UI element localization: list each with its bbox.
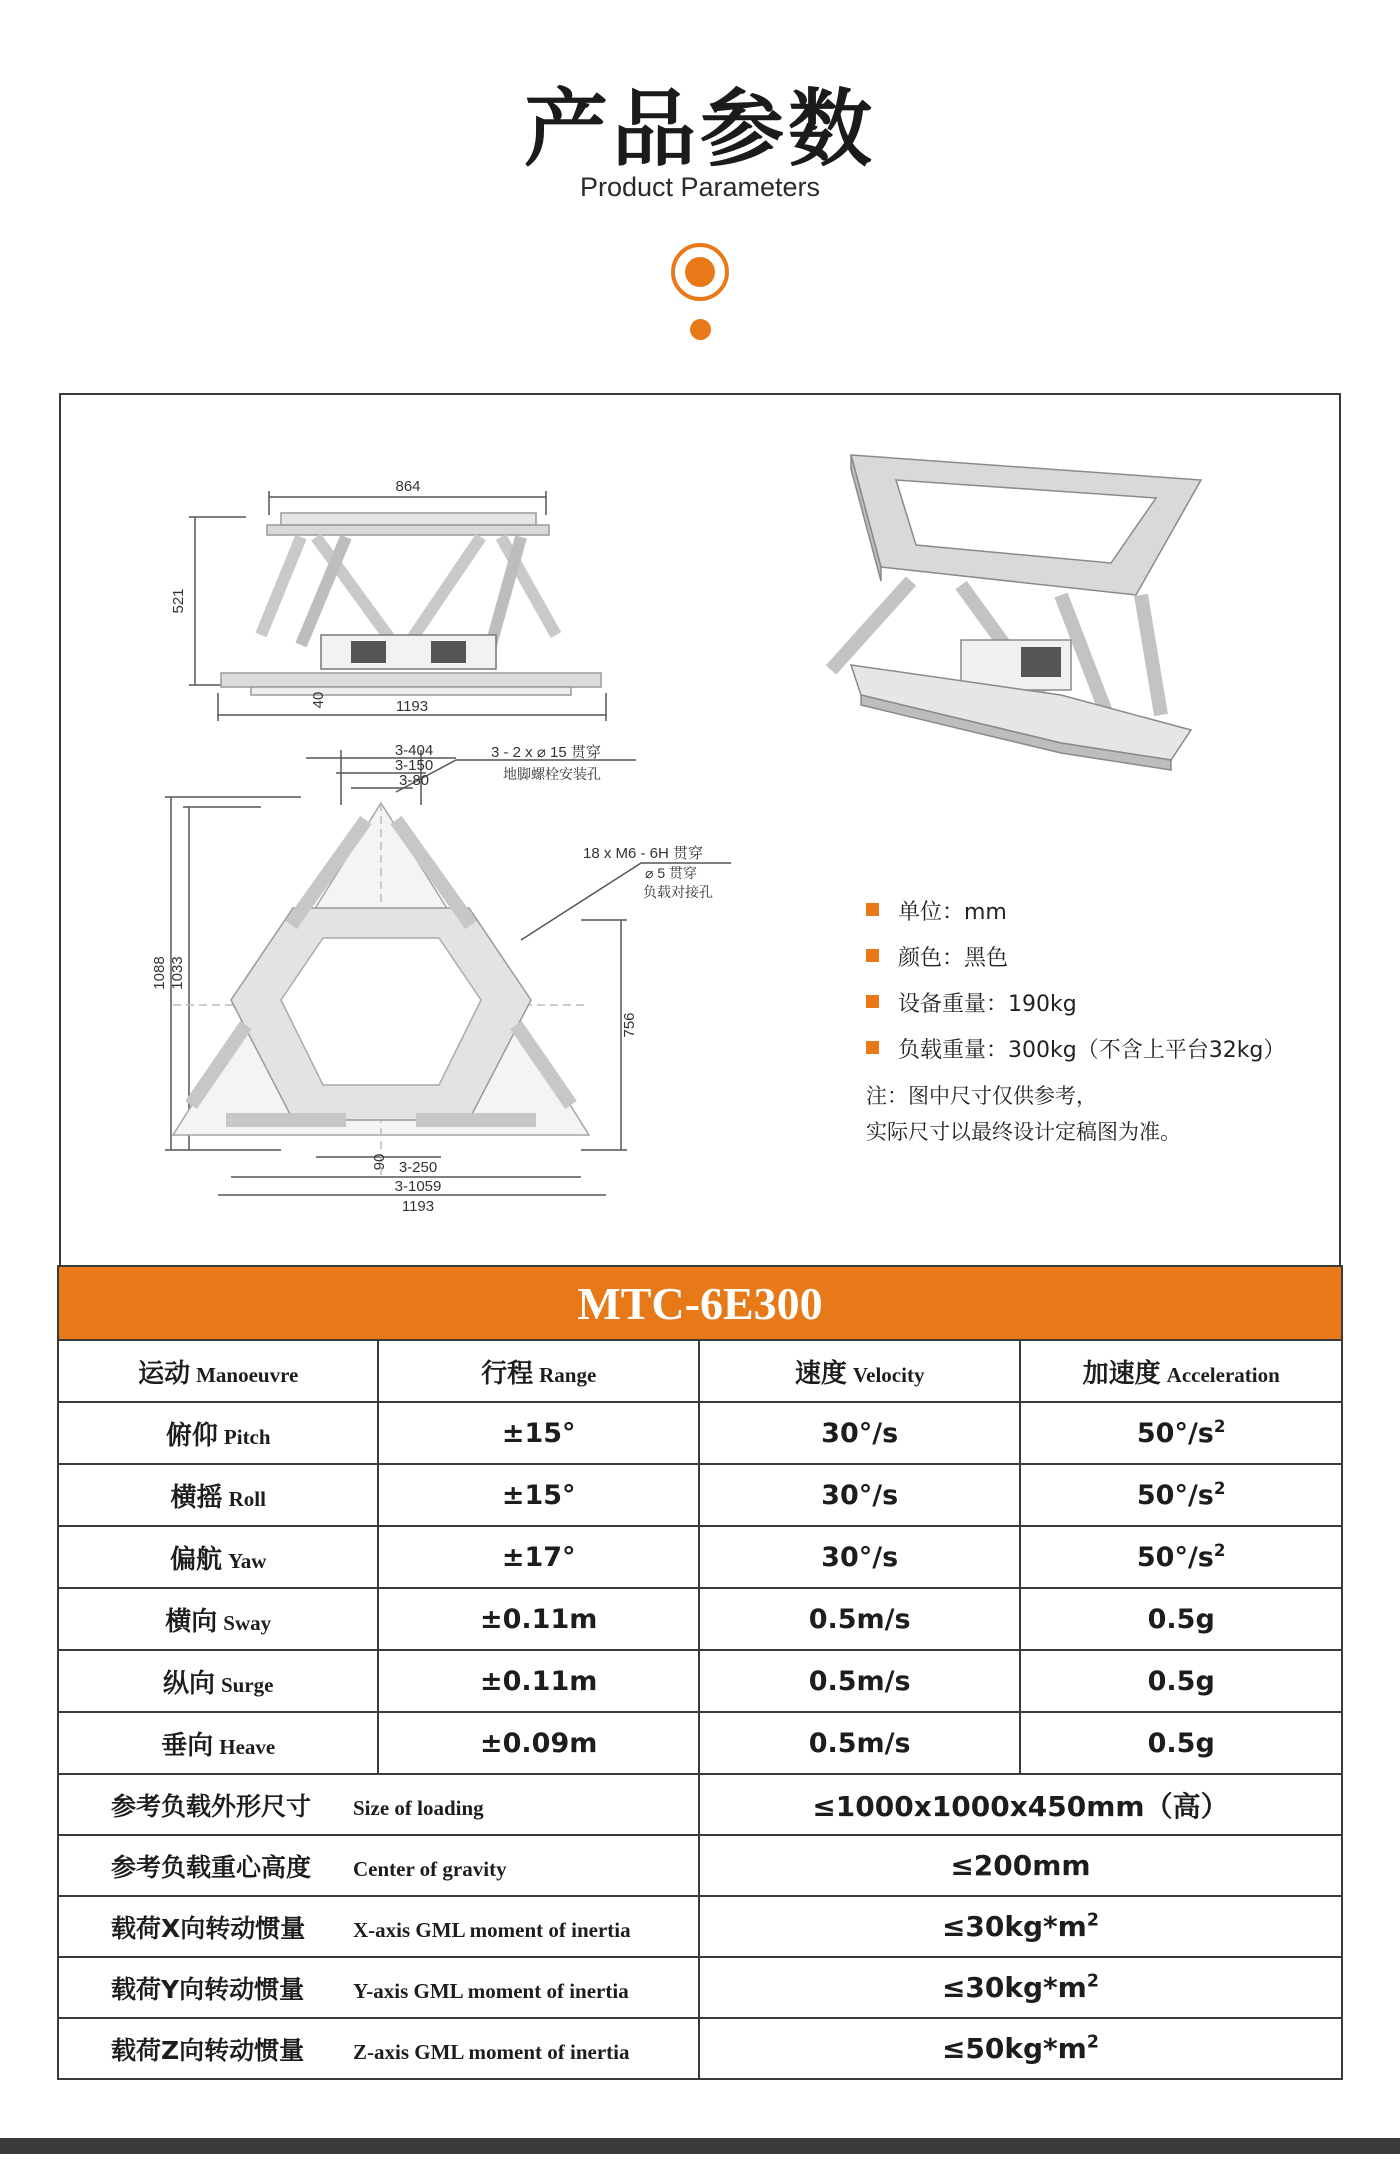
range-cell: ±0.11m	[378, 1650, 698, 1712]
load-label-zh: 载荷X向转动惯量	[111, 1913, 306, 1943]
header-velocity	[699, 1340, 1021, 1402]
header-acceleration	[1020, 1340, 1342, 1402]
load-label	[58, 1774, 699, 1835]
header-en: Manoeuvre	[196, 1362, 299, 1387]
accel-cell	[1020, 1464, 1342, 1526]
row-label-zh: 纵向	[162, 1668, 215, 1699]
square-bullet-icon	[866, 995, 879, 1008]
dim-756: 756	[621, 1012, 638, 1038]
dim-base-offset: 40	[310, 691, 327, 709]
accel-exponent: 2	[1213, 1540, 1226, 1561]
dim-height: 521	[170, 588, 187, 614]
row-label-en: Sway	[223, 1610, 272, 1635]
range-cell: ±17°	[378, 1526, 698, 1588]
dim-3-1059: 3-1059	[394, 1178, 442, 1195]
table-header-row	[58, 1340, 1342, 1402]
header-zh: 行程	[481, 1358, 534, 1389]
accel-exponent: 2	[1213, 1478, 1226, 1499]
dimension-note	[866, 1078, 1306, 1150]
dim-1088: 1088	[151, 956, 168, 990]
row-label	[58, 1588, 378, 1650]
velocity-cell: 30°/s	[699, 1464, 1021, 1526]
accel-value: 0.5g	[1147, 1603, 1215, 1635]
spec-item-unit	[866, 890, 1326, 936]
page-header	[0, 0, 1400, 360]
load-row	[58, 2018, 1342, 2079]
header-range	[378, 1340, 698, 1402]
ring-center-icon	[685, 257, 715, 287]
accel-value: 50°/s	[1136, 1542, 1214, 1574]
table-row	[58, 1650, 1342, 1712]
note-line-2: 实际尺寸以最终设计定稿图为准。	[866, 1120, 1181, 1144]
load-label-en: Center of gravity	[353, 1856, 507, 1881]
table-row	[58, 1588, 1342, 1650]
accel-cell	[1020, 1650, 1342, 1712]
table-row	[58, 1402, 1342, 1464]
dim-3-404: 3-404	[394, 742, 434, 759]
page-subtitle: Product Parameters	[579, 172, 821, 202]
load-label-en: Size of loading	[353, 1795, 484, 1820]
dim-base-width: 1193	[395, 698, 429, 715]
load-label	[58, 1835, 699, 1896]
row-label-zh: 横摇	[170, 1482, 223, 1513]
row-label	[58, 1526, 378, 1588]
load-row	[58, 1774, 1342, 1835]
row-label-zh: 偏航	[169, 1544, 222, 1575]
load-row	[58, 1835, 1342, 1896]
range-cell: ±0.09m	[378, 1712, 698, 1774]
load-label-zh: 载荷Y向转动惯量	[111, 1974, 305, 2004]
parameter-table	[57, 1265, 1343, 2080]
dim-3-250: 3-250	[398, 1159, 438, 1176]
load-value-cell	[699, 2018, 1342, 2079]
accel-cell	[1020, 1588, 1342, 1650]
row-label-zh: 横向	[165, 1606, 218, 1637]
spec-item-load-weight	[866, 1028, 1326, 1074]
accel-cell	[1020, 1402, 1342, 1464]
square-bullet-icon	[866, 1041, 879, 1054]
page-title: 产品参数	[523, 80, 876, 178]
load-label	[58, 1896, 699, 1957]
row-label	[58, 1402, 378, 1464]
ring-icon	[671, 243, 729, 301]
load-exponent: 2	[1086, 2032, 1099, 2053]
velocity-cell: 0.5m/s	[699, 1588, 1021, 1650]
load-label-en: X-axis GML moment of inertia	[353, 1917, 631, 1942]
spec-label: 颜色：黑色	[898, 946, 1009, 971]
velocity-cell: 30°/s	[699, 1402, 1021, 1464]
table-row	[58, 1526, 1342, 1588]
callout-hole1-line1: 3 - 2 x ⌀ 15 贯穿	[491, 744, 601, 761]
accel-cell	[1020, 1526, 1342, 1588]
row-label-en: Roll	[228, 1486, 266, 1511]
velocity-cell: 0.5m/s	[699, 1650, 1021, 1712]
velocity-cell: 0.5m/s	[699, 1712, 1021, 1774]
callout-hole2-line2: ⌀ 5 贯穿	[645, 865, 697, 881]
square-bullet-icon	[866, 949, 879, 962]
load-label-en: Y-axis GML moment of inertia	[353, 1978, 629, 2003]
spec-label: 设备重量：190kg	[898, 992, 1077, 1017]
row-label-en: Surge	[220, 1672, 274, 1697]
callout-hole1-line2: 地脚螺栓安装孔	[503, 766, 601, 782]
spec-list	[866, 890, 1326, 1074]
accel-cell	[1020, 1712, 1342, 1774]
load-value: ≤30kg*m	[941, 1971, 1087, 2004]
load-label	[58, 2018, 699, 2079]
load-value: ≤200mm	[699, 1835, 1342, 1896]
row-label-zh: 垂向	[161, 1730, 214, 1761]
table-row	[58, 1712, 1342, 1774]
model-name: MTC-6E300	[58, 1266, 1342, 1340]
load-value: ≤50kg*m	[941, 2032, 1087, 2065]
spec-item-device-weight	[866, 982, 1326, 1028]
range-cell: ±15°	[378, 1464, 698, 1526]
load-value-cell	[699, 1957, 1342, 2018]
spec-label: 负载重量：300kg（不含上平台32kg）	[898, 1038, 1286, 1063]
load-value: ≤1000x1000x450mm（高）	[699, 1774, 1342, 1835]
header-zh: 速度	[794, 1358, 847, 1389]
load-exponent: 2	[1086, 1971, 1099, 1992]
header-en: Acceleration	[1166, 1362, 1280, 1387]
row-label-en: Pitch	[223, 1424, 271, 1449]
header-manoeuvre	[58, 1340, 378, 1402]
note-line-1: 注：图中尺寸仅供参考，	[866, 1084, 1097, 1108]
header-en: Range	[539, 1362, 597, 1387]
accel-value: 0.5g	[1147, 1665, 1215, 1697]
load-row	[58, 1896, 1342, 1957]
row-label	[58, 1650, 378, 1712]
row-label-en: Yaw	[227, 1548, 267, 1573]
load-label-zh: 参考负载外形尺寸	[111, 1791, 312, 1821]
load-value-cell	[699, 1896, 1342, 1957]
load-label-en: Z-axis GML moment of inertia	[353, 2039, 630, 2064]
table-row	[58, 1464, 1342, 1526]
header-zh: 运动	[138, 1358, 191, 1389]
iso-view	[831, 455, 1201, 770]
accel-value: 0.5g	[1147, 1727, 1215, 1759]
header-zh: 加速度	[1082, 1358, 1161, 1389]
dim-top-width: 864	[395, 478, 421, 495]
dim-90: 90	[371, 1153, 388, 1171]
load-label-zh: 参考负载重心高度	[111, 1852, 312, 1882]
square-bullet-icon	[866, 903, 879, 916]
header-en: Velocity	[852, 1362, 925, 1387]
dim-1033: 1033	[169, 956, 186, 990]
front-view	[189, 491, 606, 721]
spec-item-color	[866, 936, 1326, 982]
row-label	[58, 1464, 378, 1526]
load-value: ≤30kg*m	[941, 1910, 1087, 1943]
callout-hole2-line3: 负载对接孔	[643, 884, 713, 900]
dot-icon	[690, 319, 711, 340]
load-exponent: 2	[1086, 1910, 1099, 1931]
accel-value: 50°/s	[1136, 1480, 1214, 1512]
load-row	[58, 1957, 1342, 2018]
velocity-cell: 30°/s	[699, 1526, 1021, 1588]
load-label	[58, 1957, 699, 2018]
callout-hole2-line1: 18 x M6 - 6H 贯穿	[583, 845, 704, 862]
range-cell: ±0.11m	[378, 1588, 698, 1650]
plan-view	[165, 750, 731, 1195]
dim-3-80: 3-80	[398, 772, 430, 789]
dim-3-150: 3-150	[394, 757, 434, 774]
row-label	[58, 1712, 378, 1774]
row-label-en: Heave	[219, 1734, 276, 1759]
accel-exponent: 2	[1213, 1416, 1226, 1437]
footer-bar	[0, 2138, 1400, 2154]
row-label-zh: 俯仰	[165, 1420, 218, 1451]
range-cell: ±15°	[378, 1402, 698, 1464]
load-label-zh: 载荷Z向转动惯量	[111, 2035, 305, 2065]
spec-label: 单位：mm	[898, 900, 1007, 925]
dim-plan-width: 1193	[401, 1198, 435, 1215]
accel-value: 50°/s	[1136, 1418, 1214, 1450]
